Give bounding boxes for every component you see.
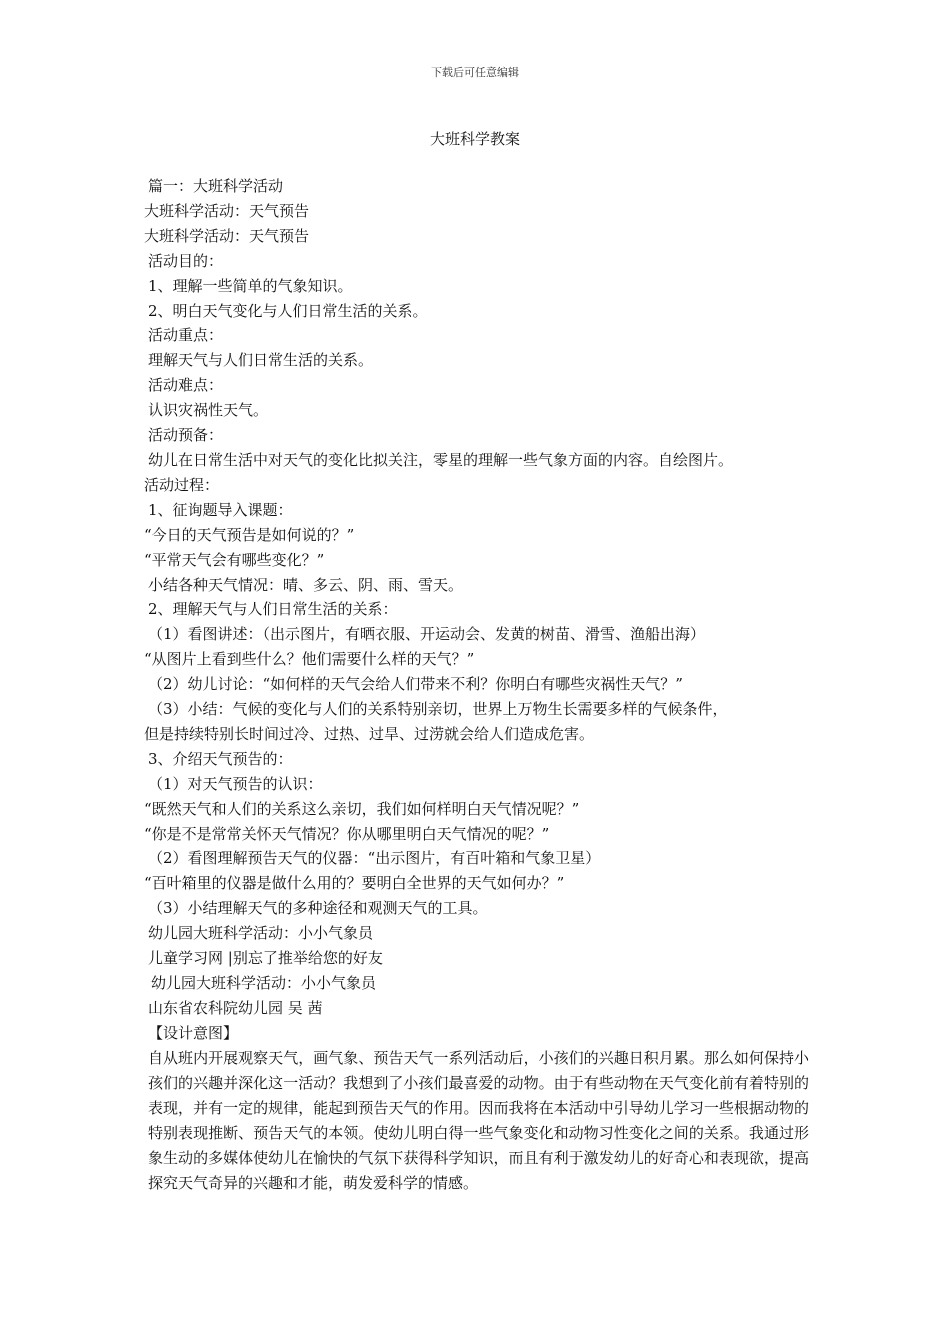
text-line: （2）看图理解预告天气的仪器：“出示图片，有百叶箱和气象卫星）	[148, 849, 601, 868]
text-line: （3）小结理解天气的多种途径和观测天气的工具。	[148, 899, 488, 918]
text-line: 活动过程：	[144, 475, 220, 494]
text-line: 但是持续特别长时间过冷、过热、过旱、过涝就会给人们造成危害。	[144, 724, 595, 743]
text-line: 幼儿园大班科学活动：小小气象员	[151, 974, 377, 992]
text-line: （3）小结：气候的变化与人们的关系特别亲切，世界上万物生长需要多样的气候条件，	[148, 700, 728, 719]
text-line: 活动目的：	[148, 251, 224, 270]
document-title: 大班科学教案	[429, 130, 520, 148]
text-line: 活动难点：	[148, 376, 224, 395]
document-body	[144, 174, 809, 1196]
text-line: （1）对天气预告的认识：	[148, 774, 323, 793]
text-line: 小结各种天气情况：晴、多云、阴、雨、雪天。	[148, 575, 464, 594]
text-line: 理解天气与人们日常生活的关系。	[148, 351, 374, 370]
text-line: “平常天气会有哪些变化？”	[144, 550, 325, 569]
text-line: （2）幼儿讨论：“如何样的天气会给人们带来不利？你明白有哪些灾祸性天气？”	[148, 675, 683, 694]
text-line: 山东省农科院幼儿园 吴 茜	[148, 998, 323, 1017]
text-line: 儿童学习网 |别忘了推举给您的好友	[148, 949, 383, 968]
design-intent-paragraph: 自从班内开展观察天气，画气象、预告天气一系列活动后，小孩们的兴趣日积月累。那么如何保持小孩们的兴趣并深化这一活动？我想到了小孩们最喜爱的动物。由于有些动物在天气变化前有着特别的表现，并有一定的规律，能起到预告天气的作用。因而我将在本活动中引导幼儿学习一些根据动物的特别表现推断、预告天气的本领。使幼儿明白得一些气象变化和动物习性变化之间的关系。我通过形象生动的多媒体使幼儿在愉快的气氛下获得科学知识，而且有利于激发幼儿的好奇心和表现欲，提高探究天气奇异的兴趣和才能，萌发爱科学的情感。	[148, 1048, 809, 1192]
text-line: 2、明白天气变化与人们日常生活的关系。	[148, 301, 428, 320]
text-line: 2、理解天气与人们日常生活的关系：	[148, 600, 398, 619]
text-line: 活动重点：	[148, 326, 224, 345]
header-note: 下载后可任意编辑	[431, 66, 519, 79]
text-line: “既然天气和人们的关系这么亲切，我们如何样明白天气情况呢？”	[144, 799, 580, 818]
text-line: “今日的天气预告是如何说的？”	[144, 525, 355, 544]
section-heading: 【设计意图】	[148, 1023, 239, 1042]
text-line: “你是不是常常关怀天气情况？你从哪里明白天气情况的呢？”	[144, 824, 550, 843]
text-line: “从图片上看到些什么？他们需要什么样的天气？”	[144, 650, 475, 669]
text-line: 1、征询题导入课题：	[148, 500, 293, 519]
text-line: 大班科学活动：天气预告	[144, 226, 310, 245]
section-heading: 篇一：大班科学活动	[148, 177, 284, 195]
text-line: 幼儿园大班科学活动：小小气象员	[148, 924, 374, 943]
text-line: 幼儿在日常生活中对天气的变化比拟关注，零星的理解一些气象方面的内容。自绘图片。	[148, 450, 734, 469]
text-line: （1）看图讲述：（出示图片，有晒衣服、开运动会、发黄的树苗、滑雪、渔船出海）	[148, 625, 706, 644]
text-line: 大班科学活动：天气预告	[144, 201, 310, 220]
text-line: 认识灾祸性天气。	[148, 401, 269, 420]
text-line: 3、介绍天气预告的：	[148, 749, 293, 768]
text-line: 活动预备：	[148, 426, 224, 445]
text-line: 1、理解一些简单的气象知识。	[148, 276, 353, 295]
text-line: “百叶箱里的仪器是做什么用的？要明白全世界的天气如何办？”	[144, 874, 565, 893]
